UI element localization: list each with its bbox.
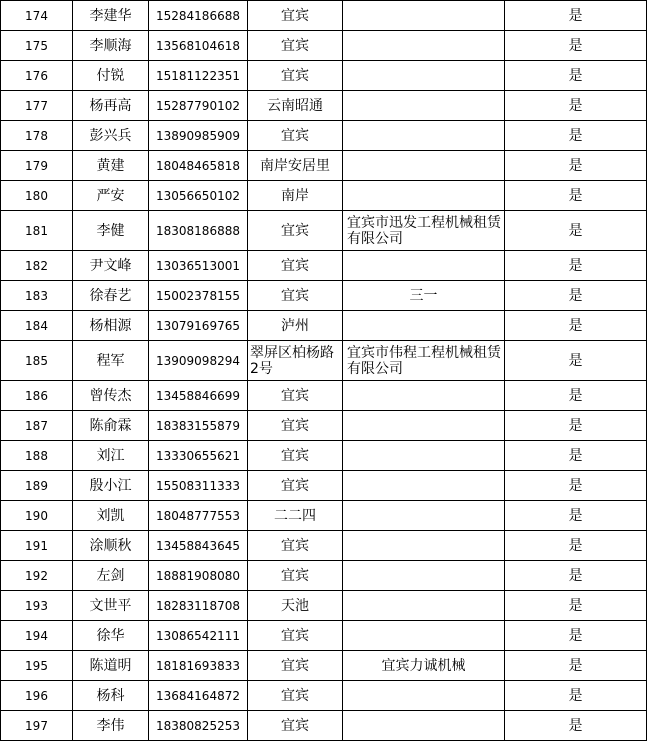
- row-name: 刘凯: [73, 501, 149, 531]
- row-phone: 15181122351: [149, 61, 248, 91]
- row-index: 196: [1, 681, 73, 711]
- row-phone: 18283118708: [149, 591, 248, 621]
- row-organization: [343, 711, 505, 741]
- row-phone: 18881908080: [149, 561, 248, 591]
- row-location: 宜宾: [248, 411, 343, 441]
- row-flag: 是: [505, 681, 647, 711]
- row-organization: [343, 251, 505, 281]
- row-index: 189: [1, 471, 73, 501]
- row-phone: 18181693833: [149, 651, 248, 681]
- row-organization: 宜宾力诚机械: [343, 651, 505, 681]
- row-name: 文世平: [73, 591, 149, 621]
- row-phone: 18383155879: [149, 411, 248, 441]
- row-organization: [343, 561, 505, 591]
- row-location: 南岸: [248, 181, 343, 211]
- row-organization: [343, 181, 505, 211]
- row-location: 宜宾: [248, 651, 343, 681]
- row-phone: 13568104618: [149, 31, 248, 61]
- table-row: [1, 181, 647, 211]
- row-phone: 18308186888: [149, 211, 248, 251]
- row-location: 二二四: [248, 501, 343, 531]
- row-phone: 13056650102: [149, 181, 248, 211]
- row-location: 南岸安居里: [248, 151, 343, 181]
- row-name: 徐华: [73, 621, 149, 651]
- row-name: 彭兴兵: [73, 121, 149, 151]
- row-location: 宜宾: [248, 121, 343, 151]
- row-organization: [343, 121, 505, 151]
- row-index: 187: [1, 411, 73, 441]
- row-name: 徐春艺: [73, 281, 149, 311]
- row-name: 涂顺秋: [73, 531, 149, 561]
- table-row: [1, 711, 647, 741]
- row-organization: 三一: [343, 281, 505, 311]
- row-phone: 15284186688: [149, 1, 248, 31]
- table-row: [1, 1, 647, 31]
- row-flag: 是: [505, 381, 647, 411]
- row-organization: [343, 61, 505, 91]
- row-flag: 是: [505, 501, 647, 531]
- row-index: 195: [1, 651, 73, 681]
- row-index: 183: [1, 281, 73, 311]
- row-name: 李健: [73, 211, 149, 251]
- table-row: [1, 211, 647, 251]
- table-row: [1, 501, 647, 531]
- row-location: 宜宾: [248, 621, 343, 651]
- row-index: 190: [1, 501, 73, 531]
- row-location: 宜宾: [248, 61, 343, 91]
- row-location: 宜宾: [248, 281, 343, 311]
- row-index: 188: [1, 441, 73, 471]
- row-location: 宜宾: [248, 711, 343, 741]
- row-index: 194: [1, 621, 73, 651]
- row-organization: 宜宾市伟程工程机械租赁有限公司: [343, 341, 505, 381]
- row-flag: 是: [505, 311, 647, 341]
- row-location: 宜宾: [248, 681, 343, 711]
- row-flag: 是: [505, 711, 647, 741]
- row-phone: 13909098294: [149, 341, 248, 381]
- row-organization: [343, 411, 505, 441]
- row-organization: [343, 471, 505, 501]
- row-index: 176: [1, 61, 73, 91]
- row-phone: 13684164872: [149, 681, 248, 711]
- row-name: 程军: [73, 341, 149, 381]
- row-flag: 是: [505, 1, 647, 31]
- row-name: 李伟: [73, 711, 149, 741]
- row-organization: [343, 91, 505, 121]
- row-index: 180: [1, 181, 73, 211]
- row-name: 陈道明: [73, 651, 149, 681]
- row-index: 186: [1, 381, 73, 411]
- row-name: 黄建: [73, 151, 149, 181]
- table-row: [1, 121, 647, 151]
- row-phone: 13079169765: [149, 311, 248, 341]
- row-phone: 13036513001: [149, 251, 248, 281]
- row-flag: 是: [505, 441, 647, 471]
- row-phone: 18380825253: [149, 711, 248, 741]
- row-index: 193: [1, 591, 73, 621]
- row-name: 曾传杰: [73, 381, 149, 411]
- row-phone: 15002378155: [149, 281, 248, 311]
- table-row: [1, 651, 647, 681]
- row-organization: [343, 501, 505, 531]
- row-phone: 13330655621: [149, 441, 248, 471]
- table-row: [1, 561, 647, 591]
- table-row: [1, 441, 647, 471]
- row-location: 天池: [248, 591, 343, 621]
- row-organization: [343, 681, 505, 711]
- row-location: 宜宾: [248, 31, 343, 61]
- row-name: 刘江: [73, 441, 149, 471]
- table-row: [1, 381, 647, 411]
- row-index: 182: [1, 251, 73, 281]
- row-index: 181: [1, 211, 73, 251]
- table-row: [1, 91, 647, 121]
- table-row: [1, 31, 647, 61]
- row-name: 付锐: [73, 61, 149, 91]
- row-flag: 是: [505, 471, 647, 501]
- row-name: 殷小江: [73, 471, 149, 501]
- row-flag: 是: [505, 251, 647, 281]
- table-row: [1, 591, 647, 621]
- table-row: [1, 61, 647, 91]
- row-location: 泸州: [248, 311, 343, 341]
- row-flag: 是: [505, 181, 647, 211]
- row-location: 宜宾: [248, 471, 343, 501]
- row-phone: 18048777553: [149, 501, 248, 531]
- table-row: [1, 471, 647, 501]
- row-flag: 是: [505, 651, 647, 681]
- table-row: [1, 681, 647, 711]
- row-phone: 18048465818: [149, 151, 248, 181]
- row-name: 严安: [73, 181, 149, 211]
- table-body: [1, 1, 647, 741]
- row-name: 李建华: [73, 1, 149, 31]
- row-index: 179: [1, 151, 73, 181]
- row-flag: 是: [505, 561, 647, 591]
- row-index: 184: [1, 311, 73, 341]
- row-name: 左剑: [73, 561, 149, 591]
- row-flag: 是: [505, 211, 647, 251]
- row-flag: 是: [505, 591, 647, 621]
- row-location: 翠屏区柏杨路2号: [248, 341, 343, 381]
- table-row: [1, 621, 647, 651]
- row-flag: 是: [505, 281, 647, 311]
- table-row: [1, 341, 647, 381]
- row-name: 杨科: [73, 681, 149, 711]
- row-location: 宜宾: [248, 561, 343, 591]
- row-organization: 宜宾市迅发工程机械租赁有限公司: [343, 211, 505, 251]
- row-index: 174: [1, 1, 73, 31]
- row-flag: 是: [505, 61, 647, 91]
- row-organization: [343, 621, 505, 651]
- row-flag: 是: [505, 151, 647, 181]
- row-flag: 是: [505, 411, 647, 441]
- row-flag: 是: [505, 531, 647, 561]
- row-phone: 15508311333: [149, 471, 248, 501]
- row-organization: [343, 151, 505, 181]
- table-row: [1, 281, 647, 311]
- row-location: 宜宾: [248, 251, 343, 281]
- row-index: 177: [1, 91, 73, 121]
- row-flag: 是: [505, 341, 647, 381]
- row-organization: [343, 311, 505, 341]
- row-phone: 13458843645: [149, 531, 248, 561]
- row-index: 192: [1, 561, 73, 591]
- row-flag: 是: [505, 621, 647, 651]
- row-index: 197: [1, 711, 73, 741]
- row-index: 178: [1, 121, 73, 151]
- row-phone: 13890985909: [149, 121, 248, 151]
- row-name: 杨相源: [73, 311, 149, 341]
- row-organization: [343, 1, 505, 31]
- table-row: [1, 151, 647, 181]
- row-organization: [343, 531, 505, 561]
- table-row: [1, 411, 647, 441]
- row-organization: [343, 441, 505, 471]
- table-row: [1, 251, 647, 281]
- row-flag: 是: [505, 121, 647, 151]
- row-organization: [343, 31, 505, 61]
- row-location: 宜宾: [248, 381, 343, 411]
- row-index: 191: [1, 531, 73, 561]
- row-name: 陈俞霖: [73, 411, 149, 441]
- row-index: 185: [1, 341, 73, 381]
- row-name: 尹文峰: [73, 251, 149, 281]
- row-phone: 13458846699: [149, 381, 248, 411]
- row-location: 云南昭通: [248, 91, 343, 121]
- row-phone: 15287790102: [149, 91, 248, 121]
- table-row: [1, 531, 647, 561]
- row-organization: [343, 591, 505, 621]
- row-flag: 是: [505, 31, 647, 61]
- row-phone: 13086542111: [149, 621, 248, 651]
- table-row: [1, 311, 647, 341]
- row-location: 宜宾: [248, 531, 343, 561]
- row-location: 宜宾: [248, 1, 343, 31]
- row-flag: 是: [505, 91, 647, 121]
- row-location: 宜宾: [248, 211, 343, 251]
- row-index: 175: [1, 31, 73, 61]
- row-name: 李顺海: [73, 31, 149, 61]
- row-organization: [343, 381, 505, 411]
- row-name: 杨再高: [73, 91, 149, 121]
- row-location: 宜宾: [248, 441, 343, 471]
